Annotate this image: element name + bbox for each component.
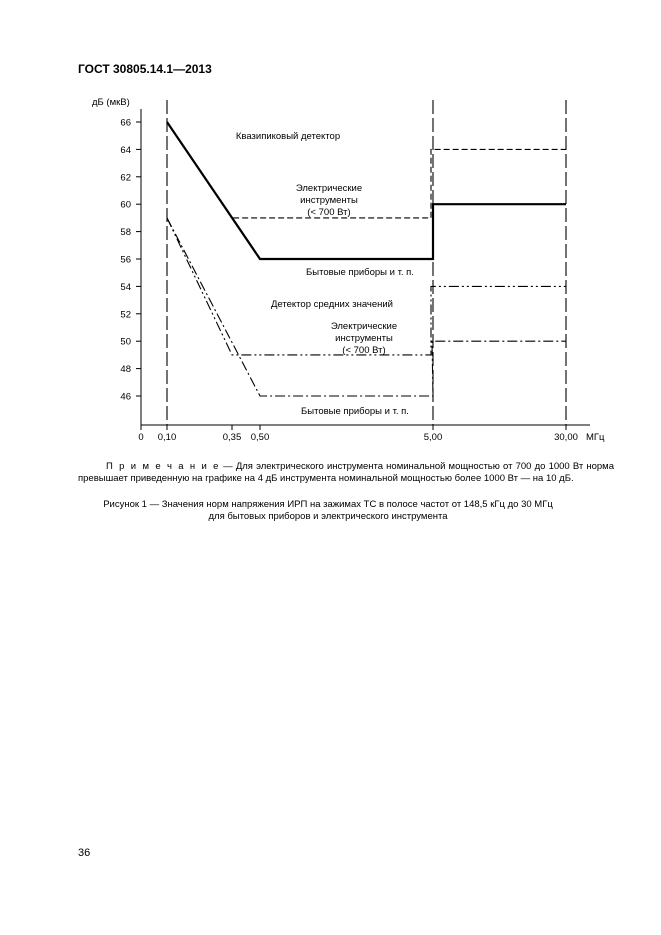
annotation-average: Детектор средних значений [270,299,394,310]
annotation-tools-qp: Электрические [295,183,363,194]
y-tick-label: 52 [120,309,131,321]
x-tick-label: 5,00 [423,432,443,443]
y-tick-label: 48 [120,364,131,376]
series-line-solid [167,122,566,259]
document-header: ГОСТ 30805.14.1—2013 [78,62,212,76]
annotation-tools-qp: (< 700 Вт) [307,207,351,218]
caption-line-1: Рисунок 1 — Значения норм напряжения ИРП на зажимах ТС в полосе частот от 148,5 кГц до 30 МГц [103,499,553,510]
annotation-tools-avg: инструменты [335,333,393,344]
annotation-household-qp: Бытовые приборы и т. п. [306,267,414,278]
note-label: П р и м е ч а н и е [106,461,221,472]
y-tick-label: 54 [120,281,131,293]
x-unit-label: МГц [586,432,605,443]
note-text-part2: превышает приведенную на графике на 4 дБ инструмента номинальной мощностью более 1000 Вт — на 10 дБ. [78,473,574,484]
x-tick-label: 0,10 [157,432,177,443]
y-tick-label: 50 [120,336,131,348]
page-number: 36 [78,847,91,859]
x-tick-label: 0,35 [222,432,242,443]
y-axis-label: дБ (мкВ) [92,97,130,108]
x-tick-label: 30,00 [554,432,578,443]
annotation-household-avg: Бытовые приборы и т. п. [301,406,409,417]
y-tick-label: 58 [120,227,131,239]
y-tick-label: 46 [120,391,131,403]
note-block [78,461,614,485]
y-tick-label: 60 [120,199,131,211]
annotation-tools-avg: (< 700 Вт) [342,345,386,356]
caption-line-2: для бытовых приборов и электрического инструмента [208,511,448,522]
figure-caption [78,499,578,523]
y-tick-label: 56 [120,254,131,266]
y-tick-label: 66 [120,117,131,129]
annotation-tools-qp: инструменты [300,195,358,206]
note-text-part1: — Для электрического инструмента номинальной мощностью от 700 до 1000 Вт норма [223,461,614,472]
x-tick-label: 0 [138,432,144,443]
y-tick-label: 62 [120,172,131,184]
annotation-tools-avg: Электрические [330,321,398,332]
annotation-quasi-peak: Квазипиковый детектор [235,131,341,142]
y-tick-label: 64 [120,144,131,156]
x-tick-label: 0,50 [250,432,270,443]
note-line-1 [78,461,614,473]
chart [0,0,661,460]
